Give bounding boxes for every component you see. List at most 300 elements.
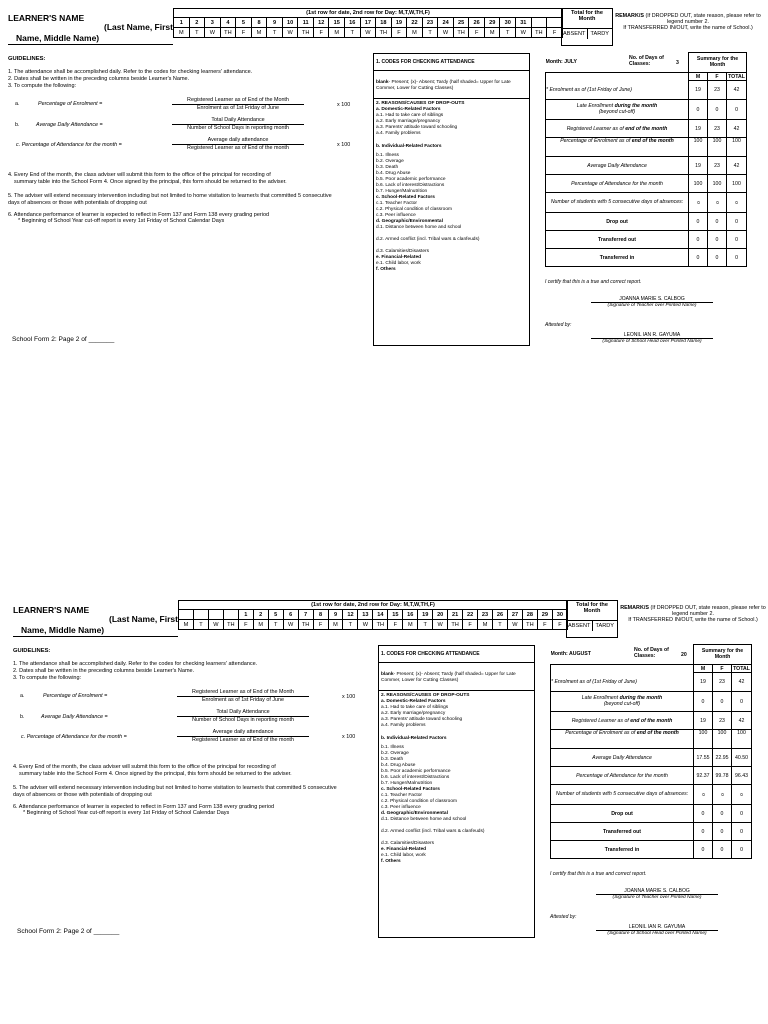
date-row-caption: (1st row for date, 2nd row for Day: M,T,W,TH,F) <box>179 601 568 610</box>
day-number-cell[interactable]: 1 <box>174 18 190 28</box>
reason-b3: b.3. Death <box>376 165 399 171</box>
summary-row-transferred-out <box>551 823 752 841</box>
formula-a-label: Percentage of Enrolment = <box>38 101 103 107</box>
formula-c-fraction <box>177 729 309 743</box>
formulas <box>5 690 375 750</box>
guideline-2: 2. Dates shall be written in the preceding columns beside Learner's Name. <box>13 668 195 675</box>
ada-m: 17.55 <box>694 749 713 767</box>
reason-b5: b.5. Poor academic performance <box>376 177 446 183</box>
day-number-cell[interactable]: 12 <box>343 610 358 620</box>
reason-e1: e.1. Child labor, work <box>381 852 426 858</box>
day-letter-cell: M <box>179 620 194 630</box>
summary-row-pct-enrolment <box>551 730 752 749</box>
no-of-days-label: No. of Days of Classes: <box>629 55 664 67</box>
summary-row-ada <box>546 157 747 175</box>
day-letter-cell: M <box>251 28 267 38</box>
guidelines-title: GUIDELINES: <box>8 56 46 62</box>
day-number-cell[interactable]: 23 <box>422 18 438 28</box>
day-number-cell[interactable]: 28 <box>522 610 537 620</box>
month-value: Month: JULY <box>545 59 578 66</box>
remarks-transfer-note: If TRANSFERRED IN/OUT, write the name of School.) <box>628 617 758 624</box>
day-number-cell[interactable]: 29 <box>484 18 500 28</box>
transferred-out-label: Transferred out <box>551 823 694 841</box>
formula-a-x100: x 100 <box>337 102 351 108</box>
late-label-note: (beyond cut-off) <box>598 108 636 115</box>
transferred-out-label: Transferred out <box>546 231 689 249</box>
day-number-cell[interactable]: 24 <box>438 18 454 28</box>
day-letter-cell: T <box>193 620 208 630</box>
day-letter-cell: T <box>500 28 516 38</box>
day-number-cell[interactable]: 2 <box>253 610 268 620</box>
guideline-1: 1. The attendance shall be accomplished daily. Refer to the codes for checking learners' attendance. <box>8 69 253 76</box>
day-number-cell[interactable]: 16 <box>403 610 418 620</box>
ada-label: Average Daily Attendance <box>546 157 689 175</box>
no-of-days-value: 20 <box>681 652 687 658</box>
day-letter-cell: TH <box>223 620 238 630</box>
consecutive-total: 0 <box>734 200 740 204</box>
guidelines <box>8 56 368 90</box>
day-number-cell[interactable]: 22 <box>463 610 478 620</box>
day-letter-cell: M <box>329 28 345 38</box>
guideline-5: 5. The adviser will extend necessary intervention including but not limited to home visitation to learner/s that committed 5 consecutive <box>8 192 332 199</box>
formula-a-letter: a. <box>20 693 25 699</box>
day-number-cell[interactable]: 16 <box>345 18 361 28</box>
school-head-name: LEONIL IAN R. GAYUMA <box>623 332 681 338</box>
page-footer: School Form 2: Page 2 of _______ <box>12 336 115 343</box>
day-number-cell[interactable]: 20 <box>433 610 448 620</box>
reason-d: d. Geographic/Environmental <box>381 810 448 816</box>
remarks-header <box>614 13 762 32</box>
formula-c-label: c. Percentage of Attendance for the month = <box>16 142 122 148</box>
day-number-cell[interactable]: 26 <box>469 18 485 28</box>
reason-b7: b.7. Hunger/Malnutrition <box>376 189 428 195</box>
dropout-total: 0 <box>732 805 752 823</box>
reason-b2: b.2. Overage <box>376 159 404 165</box>
day-letter-cell: M <box>253 620 268 630</box>
attendance-code-legend <box>379 672 534 684</box>
summary-row-dropout <box>551 805 752 823</box>
pct-enrolment-label-bold: end of the month <box>631 138 674 144</box>
reason-b3: b.3. Death <box>381 757 404 763</box>
learners-name-label: LEARNER'S NAME <box>13 605 90 615</box>
guidelines <box>13 648 373 682</box>
formula-c-x100: x 100 <box>342 734 356 740</box>
ada-total: 42 <box>727 157 747 175</box>
enrolment-m: 19 <box>689 81 708 100</box>
reason-c: c. School-Related Factors <box>376 195 435 200</box>
school-form-2-page-1 <box>0 0 768 360</box>
summary-row-pct-attendance <box>551 767 752 785</box>
day-number-cell[interactable] <box>223 610 238 620</box>
registered-total: 42 <box>727 120 747 138</box>
day-number-cell[interactable]: 26 <box>493 610 508 620</box>
day-number-cell[interactable]: 1 <box>238 610 253 620</box>
day-letter-cell: F <box>391 28 407 38</box>
day-letter-cell: M <box>407 28 423 38</box>
day-letter-cell: F <box>469 28 485 38</box>
no-of-days-value: 3 <box>676 60 679 66</box>
transferred-out-f: 0 <box>713 823 732 841</box>
day-number-cell[interactable] <box>193 610 208 620</box>
remarks-dropout-note: (If DROPPED OUT, state reason, please refer to legend number 2. <box>645 13 761 26</box>
day-number-cell[interactable]: 27 <box>507 610 522 620</box>
formula-b-label: Average Daily Attendance = <box>36 122 103 128</box>
day-number-cell[interactable]: 15 <box>329 18 345 28</box>
day-letter-cell: W <box>358 620 373 630</box>
summary-title: Summary for the Month <box>689 53 747 73</box>
reason-a1: a.1. Had to take care of siblings <box>381 705 449 711</box>
summary-row-transferred-out <box>546 231 747 249</box>
transferred-out-total: 0 <box>732 823 752 841</box>
enrolment-label: * Enrolment as of <box>546 86 588 93</box>
day-number-cell[interactable]: 30 <box>500 18 516 28</box>
pct-enrolment-label-bold: end of the month <box>636 730 679 736</box>
total-for-month-label: Total for the Month <box>567 601 617 621</box>
day-number-cell[interactable]: 12 <box>313 18 329 28</box>
formula-c-label: c. Percentage of Attendance for the month = <box>21 734 127 740</box>
consecutive-m: 0 <box>700 792 706 796</box>
reason-f: f. Others <box>376 266 396 272</box>
enrolment-total: 42 <box>732 673 752 692</box>
day-number-cell[interactable]: 19 <box>418 610 433 620</box>
pct-enrolment-m: 100 <box>689 138 708 157</box>
day-letter-cell: T <box>422 28 438 38</box>
formula-a-letter: a. <box>15 101 20 107</box>
reason-d: d. Geographic/Environmental <box>376 218 443 224</box>
remarks-title: REMARK/S <box>620 605 649 611</box>
late-label: Late Enrollment <box>576 102 615 109</box>
reason-a4: a.4. Family problems <box>376 131 421 137</box>
day-letter-cell: TH <box>448 620 463 630</box>
day-number-cell[interactable]: 15 <box>388 610 403 620</box>
summary-title: Summary for the Month <box>694 645 752 665</box>
formula-a-denominator: Enrolment as of 1st Friday of June <box>201 696 285 703</box>
formula-c-numerator: Average daily attendance <box>177 729 309 737</box>
date-row-caption: (1st row for date, 2nd row for Day: M,T,W,TH,F) <box>174 9 563 18</box>
day-number-cell[interactable]: 23 <box>478 610 493 620</box>
pct-enrolment-label: Percentage of Enrolment as of <box>560 138 632 144</box>
day-number-cell[interactable]: 25 <box>453 18 469 28</box>
registered-m: 19 <box>689 120 708 138</box>
day-letter-cell: T <box>418 620 433 630</box>
day-number-cell[interactable]: 22 <box>407 18 423 28</box>
total-col-header: TOTAL <box>733 665 750 672</box>
day-number-cell[interactable] <box>531 18 547 28</box>
day-number-cell[interactable]: 19 <box>391 18 407 28</box>
school-head-signature-caption: (Signature of School Head over Printed Name) <box>591 338 713 344</box>
transferred-in-total: 0 <box>727 249 747 267</box>
day-letter-cell: F <box>313 28 329 38</box>
guideline-6: 6. Attendance performance of learner is expected to reflect in Form 137 and Form 138 every grading period <box>8 211 270 218</box>
day-letter-cell: M <box>328 620 343 630</box>
enrolment-f: 23 <box>713 673 732 692</box>
consecutive-absences-label: Number of students with 5 consecutive days of absences: <box>546 193 689 213</box>
transferred-in-m: 0 <box>689 249 708 267</box>
day-letter-cell: TH <box>298 620 313 630</box>
reason-f: f. Others <box>381 858 401 864</box>
registered-label: Registered Learner as of <box>566 125 626 132</box>
reason-b4: b.4. Drug Abuse <box>381 763 416 769</box>
day-number-cell[interactable]: 2 <box>189 18 205 28</box>
summary-row-pct-enrolment <box>546 138 747 157</box>
reason-a2: a.2. Early marriage/pregnancy <box>376 119 441 125</box>
day-number-cell[interactable]: 9 <box>328 610 343 620</box>
pct-enrolment-f: 100 <box>708 138 727 157</box>
late-label: Late Enrollment <box>581 694 620 701</box>
ada-label: Average Daily Attendance <box>551 749 694 767</box>
day-letter-cell: W <box>360 28 376 38</box>
total-col-header: TOTAL <box>728 73 745 80</box>
transferred-out-m: 0 <box>694 823 713 841</box>
day-number-cell[interactable]: 31 <box>516 18 532 28</box>
day-number-row <box>179 610 568 620</box>
remarks-transfer-note: If TRANSFERRED IN/OUT, write the name of School.) <box>623 25 753 32</box>
guideline-5-cont: days of absences or those with potentials of dropping out <box>13 791 152 798</box>
remarks-title: REMARK/S <box>615 13 644 19</box>
day-number-cell[interactable] <box>208 610 223 620</box>
tardy-label: TARDY <box>587 29 613 39</box>
summary-row-registered <box>551 712 752 730</box>
formula-b-fraction <box>172 117 304 131</box>
monthly-summary <box>550 644 751 936</box>
day-number-cell[interactable]: 21 <box>448 610 463 620</box>
day-letter-cell: W <box>507 620 522 630</box>
late-total: 0 <box>732 692 752 712</box>
summary-row-enrolment <box>546 81 747 100</box>
transferred-out-m: 0 <box>689 231 708 249</box>
ada-total: 40.50 <box>732 749 752 767</box>
formula-a-x100: x 100 <box>342 694 356 700</box>
consecutive-absences-label: Number of students with 5 consecutive days of absences: <box>551 785 694 805</box>
pct-enrolment-total: 100 <box>732 730 752 749</box>
enrolment-label-note: (1st Friday of June) <box>592 678 637 685</box>
registered-f: 23 <box>713 712 732 730</box>
month-label <box>551 645 694 665</box>
reason-a3: a.3. Parents' attitude toward schooling <box>376 125 458 131</box>
guidelines-continued <box>8 172 368 225</box>
day-letter-cell: T <box>189 28 205 38</box>
total-for-month-label: Total for the Month <box>562 9 612 29</box>
late-label-bold: during the month <box>619 694 663 701</box>
day-letter-cell: TH <box>453 28 469 38</box>
day-letter-cell: TH <box>298 28 314 38</box>
transferred-in-total: 0 <box>732 841 752 859</box>
ada-m: 19 <box>689 157 708 175</box>
reason-d3: d.3. Calamities/Disasters <box>376 248 430 254</box>
guideline-6-cont: * Beginning of School Year cut-off report is every 1st Friday of School Calendar Days <box>18 218 225 225</box>
formula-a-numerator: Registered Learner as of End of the Month <box>172 97 304 105</box>
day-letter-cell: W <box>433 620 448 630</box>
reason-d2: d.2. Armed conflict (incl. Tribal wars & clanfeuds) <box>376 236 480 242</box>
reason-b1: b.1. Illness <box>376 153 399 159</box>
consecutive-f: 0 <box>719 792 725 796</box>
day-number-cell[interactable]: 14 <box>373 610 388 620</box>
guideline-6: 6. Attendance performance of learner is expected to reflect in Form 137 and Form 138 every grading period <box>13 803 275 810</box>
summary-row-pct-attendance <box>546 175 747 193</box>
day-letter-cell: F <box>537 620 552 630</box>
day-number-cell[interactable]: 7 <box>298 610 313 620</box>
pct-attendance-label: Percentage of Attendance for the month <box>551 767 694 785</box>
day-number-cell[interactable]: 4 <box>220 18 236 28</box>
formula-a-numerator: Registered Learner as of End of the Month <box>177 689 309 697</box>
teacher-name: JOANNA MARIE S. CALBOG <box>619 296 685 302</box>
last-name-first-label: (Last Name, First <box>109 614 178 624</box>
learners-name-label: LEARNER'S NAME <box>8 13 85 23</box>
late-m: 0 <box>694 692 713 712</box>
teacher-signature-caption: (Signature of Teacher over Printed Name) <box>596 894 718 900</box>
blank-code-desc: - Present; (x)- Absent; Tardy (half shaded= Upper for Late Commer, Lower for Cutting Classes) <box>376 80 511 92</box>
formula-b-denominator: Number of School Days in reporting month <box>192 716 294 723</box>
day-number-cell[interactable]: 6 <box>283 610 298 620</box>
learners-name-header <box>8 13 173 45</box>
dropout-total: 0 <box>727 213 747 231</box>
day-letter-cell: T <box>343 620 358 630</box>
dropout-f: 0 <box>708 213 727 231</box>
registered-f: 23 <box>708 120 727 138</box>
transferred-out-total: 0 <box>727 231 747 249</box>
day-letter-cell: F <box>552 620 567 630</box>
attested-by-label: Attested by: <box>545 322 572 328</box>
reason-e: e. Financial-Related <box>381 846 427 852</box>
reason-c3: c.3. Peer influence <box>376 212 416 218</box>
formula-b-fraction <box>177 709 309 723</box>
attendance-days-grid <box>173 8 563 38</box>
learners-name-header <box>13 605 178 637</box>
reason-a1: a.1. Had to take care of siblings <box>376 113 444 119</box>
remarks-header <box>619 605 767 624</box>
pct-attendance-f: 100 <box>708 175 727 193</box>
codes-title: 1. CODES FOR CHECKING ATTENDANCE <box>379 646 534 663</box>
reason-d1: d.1. Distance between home and school <box>381 816 467 822</box>
day-letter-cell: W <box>282 28 298 38</box>
blank-code: blank <box>381 672 394 678</box>
tardy-label: TARDY <box>592 621 618 631</box>
dropout-m: 0 <box>689 213 708 231</box>
day-letter-cell: T <box>345 28 361 38</box>
codes-title: 1. CODES FOR CHECKING ATTENDANCE <box>374 54 529 71</box>
pct-enrolment-f: 100 <box>713 730 732 749</box>
transferred-in-label: Transferred in <box>551 841 694 859</box>
enrolment-label: * Enrolment as of <box>551 678 593 685</box>
late-f: 0 <box>713 692 732 712</box>
day-letter-cell: W <box>516 28 532 38</box>
day-letter-cell: W <box>283 620 298 630</box>
summary-row-consecutive <box>551 785 752 805</box>
day-letter-cell: M <box>403 620 418 630</box>
formula-b-numerator: Total Daily Attendance <box>172 117 304 125</box>
day-letter-cell: TH <box>220 28 236 38</box>
day-number-cell[interactable]: 8 <box>313 610 328 620</box>
day-letter-cell: F <box>236 28 252 38</box>
reason-b1: b.1. Illness <box>381 745 404 751</box>
summary-row-consecutive <box>546 193 747 213</box>
reason-c1: c.1. Teacher Factor <box>376 200 417 206</box>
summary-row-late <box>551 692 752 712</box>
day-letter-cell: T <box>268 620 283 630</box>
reason-d1: d.1. Distance between home and school <box>376 224 462 230</box>
day-number-cell[interactable]: 8 <box>251 18 267 28</box>
pct-attendance-m: 92.37 <box>694 767 713 785</box>
dropout-m: 0 <box>694 805 713 823</box>
registered-label-bold: end of the month <box>630 717 673 724</box>
day-number-cell[interactable]: 3 <box>205 18 221 28</box>
pct-attendance-total: 100 <box>727 175 747 193</box>
formula-a-label: Percentage of Enrolment = <box>43 693 108 699</box>
pct-attendance-total: 96.43 <box>732 767 752 785</box>
guideline-3: 3. To compute the following: <box>13 674 82 681</box>
day-letter-cell: TH <box>522 620 537 630</box>
late-label-note: (beyond cut-off) <box>603 700 641 707</box>
reason-c3: c.3. Peer influence <box>381 804 421 810</box>
pct-attendance-f: 99.78 <box>713 767 732 785</box>
reason-d2: d.2. Armed conflict (incl. Tribal wars & clanfeuds) <box>381 828 485 834</box>
day-number-cell[interactable]: 11 <box>298 18 314 28</box>
formula-b-letter: b. <box>20 714 25 720</box>
reason-a4: a.4. Family problems <box>381 723 426 729</box>
male-col-header: M <box>694 665 713 673</box>
day-number-cell[interactable]: 10 <box>282 18 298 28</box>
reason-b: b. Individual-Related Factors <box>376 144 442 150</box>
late-f: 0 <box>708 100 727 120</box>
female-col-header: F <box>713 665 732 673</box>
day-letter-cell: F <box>238 620 253 630</box>
name-middle-label: Name, Middle Name) <box>21 625 105 635</box>
day-number-cell[interactable]: 30 <box>552 610 567 620</box>
blank-code-desc: - Present; (x)- Absent; Tardy (half shaded= Upper for Late Commer, Lower for Cutting Classes) <box>381 672 516 684</box>
day-number-cell[interactable]: 5 <box>268 610 283 620</box>
day-number-cell[interactable]: 13 <box>358 610 373 620</box>
formula-c-x100: x 100 <box>337 142 351 148</box>
guideline-4-cont: summary table into the School Form 4. Once signed by the principal, this form should be returned to the adviser. <box>19 770 292 777</box>
dropout-f: 0 <box>713 805 732 823</box>
day-letter-cell: F <box>313 620 328 630</box>
day-number-cell[interactable]: 5 <box>236 18 252 28</box>
summary-row-transferred-in <box>546 249 747 267</box>
dropout-label: Drop out <box>551 805 694 823</box>
reason-b5: b.5. Poor academic performance <box>381 769 451 775</box>
consecutive-m: 0 <box>695 200 701 204</box>
day-number-cell[interactable] <box>179 610 194 620</box>
summary-row-dropout <box>546 213 747 231</box>
reason-a: a. Domestic-Related Factors <box>381 699 446 705</box>
guideline-5-cont: days of absences or those with potentials of dropping out <box>8 199 147 206</box>
month-value: Month: AUGUST <box>550 651 591 658</box>
reason-c: c. School-Related Factors <box>381 787 440 792</box>
female-col-header: F <box>708 73 727 81</box>
day-letter-cell: M <box>174 28 190 38</box>
reason-a3: a.3. Parents' attitude toward schooling <box>381 717 463 723</box>
no-of-days-label: No. of Days of Classes: <box>634 647 669 659</box>
formula-b-letter: b. <box>15 122 20 128</box>
guideline-3: 3. To compute the following: <box>8 82 77 89</box>
day-letter-cell: W <box>205 28 221 38</box>
day-letter-cell: W <box>438 28 454 38</box>
transferred-in-f: 0 <box>713 841 732 859</box>
day-number-cell[interactable]: 17 <box>360 18 376 28</box>
reason-b4: b.4. Drug Abuse <box>376 171 411 177</box>
formula-c-fraction <box>172 137 304 151</box>
reason-c1: c.1. Teacher Factor <box>381 792 422 798</box>
day-number-cell[interactable]: 29 <box>537 610 552 620</box>
day-number-row <box>174 18 563 28</box>
transferred-in-f: 0 <box>708 249 727 267</box>
day-number-cell[interactable]: 18 <box>376 18 392 28</box>
day-letter-cell: W <box>208 620 223 630</box>
day-number-cell[interactable]: 9 <box>267 18 283 28</box>
reason-b7: b.7. Hunger/Malnutrition <box>381 781 433 787</box>
reason-e: e. Financial-Related <box>376 254 422 260</box>
formula-a-fraction <box>172 97 304 111</box>
